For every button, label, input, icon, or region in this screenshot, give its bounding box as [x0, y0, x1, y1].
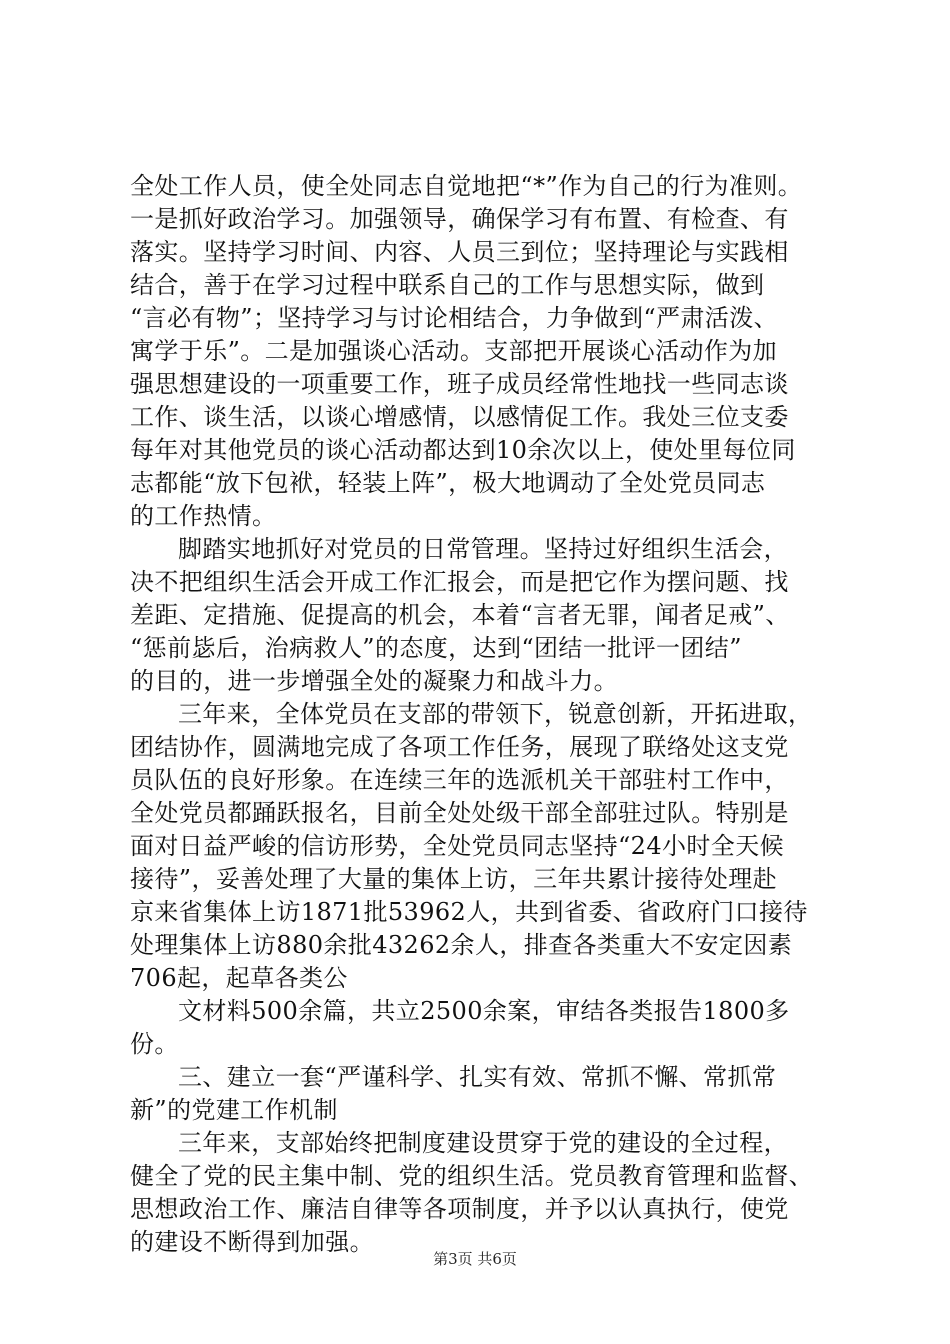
text-line: 一是抓好政治学习。加强领导，确保学习有布置、有检查、有	[130, 205, 789, 233]
text-line: 员队伍的良好形象。在连续三年的选派机关干部驻村工作中，	[130, 766, 789, 794]
text-line: 的建设不断得到加强。	[130, 1228, 374, 1256]
document-body	[130, 170, 850, 1259]
text-line: “言必有物”；坚持学习与讨论相结合，力争做到“严肃活泼、	[130, 304, 779, 332]
text-line: 处理集体上访880余批43262余人，排查各类重大不安定因素	[130, 931, 793, 959]
text-line: 706起，起草各类公	[130, 964, 348, 992]
text-line: 面对日益严峻的信访形势，全处党员同志坚持“24小时全天候	[130, 832, 785, 860]
text-line: 志都能“放下包袱，轻装上阵”，极大地调动了全处党员同志	[130, 469, 766, 497]
text-line: 份。	[130, 1030, 179, 1058]
text-line: 结合，善于在学习过程中联系自己的工作与思想实际，做到	[130, 271, 765, 299]
text-line: 接待”，妥善处理了大量的集体上访，三年共累计接待处理赴	[130, 865, 778, 893]
text-line: 差距、定措施、促提高的机会，本着“言者无罪，闻者足戒”、	[130, 601, 790, 629]
paragraph-start-line: 三年来，全体党员在支部的带领下，锐意创新，开拓进取，	[178, 700, 813, 728]
text-line: 强思想建设的一项重要工作，班子成员经常性地找一些同志谈	[130, 370, 789, 398]
paragraph-start-line: 文材料500余篇，共立2500余案，审结各类报告1800多	[178, 997, 790, 1025]
text-line: 全处工作人员，使全处同志自觉地把“*”作为自己的行为准则。	[130, 172, 803, 200]
paragraph-start-line: 三年来，支部始终把制度建设贯穿于党的建设的全过程，	[178, 1129, 788, 1157]
text-line: 每年对其他党员的谈心活动都达到10余次以上，使处里每位同	[130, 436, 796, 464]
text-line: “惩前毖后，治病救人”的态度，达到“团结一批评一团结”	[130, 634, 742, 662]
text-line: 的工作热情。	[130, 502, 277, 530]
text-line: 的目的，进一步增强全处的凝聚力和战斗力。	[130, 667, 618, 695]
text-line: 寓学于乐”。二是加强谈心活动。支部把开展谈心活动作为加	[130, 337, 778, 365]
section-heading-line: 新”的党建工作机制	[130, 1096, 338, 1124]
text-line: 京来省集体上访1871批53962人，共到省委、省政府门口接待	[130, 898, 808, 926]
section-heading-line: 三、建立一套“严谨科学、扎实有效、常抓不懈、常抓常	[178, 1063, 777, 1091]
paragraph-start-line: 脚踏实地抓好对党员的日常管理。坚持过好组织生活会，	[178, 535, 788, 563]
text-line: 工作、谈生活，以谈心增感情，以感情促工作。我处三位支委	[130, 403, 789, 431]
text-line: 决不把组织生活会开成工作汇报会，而是把它作为摆问题、找	[130, 568, 789, 596]
text-line: 全处党员都踊跃报名，目前全处处级干部全部驻过队。特别是	[130, 799, 789, 827]
text-line: 思想政治工作、廉洁自律等各项制度，并予以认真执行，使党	[130, 1195, 789, 1223]
text-line: 团结协作，圆满地完成了各项工作任务，展现了联络处这支党	[130, 733, 789, 761]
text-line: 落实。坚持学习时间、内容、人员三到位；坚持理论与实践相	[130, 238, 789, 266]
page-footer: 第3页 共6页	[433, 1250, 517, 1268]
text-line: 健全了党的民主集中制、党的组织生活。党员教育管理和监督、	[130, 1162, 814, 1190]
